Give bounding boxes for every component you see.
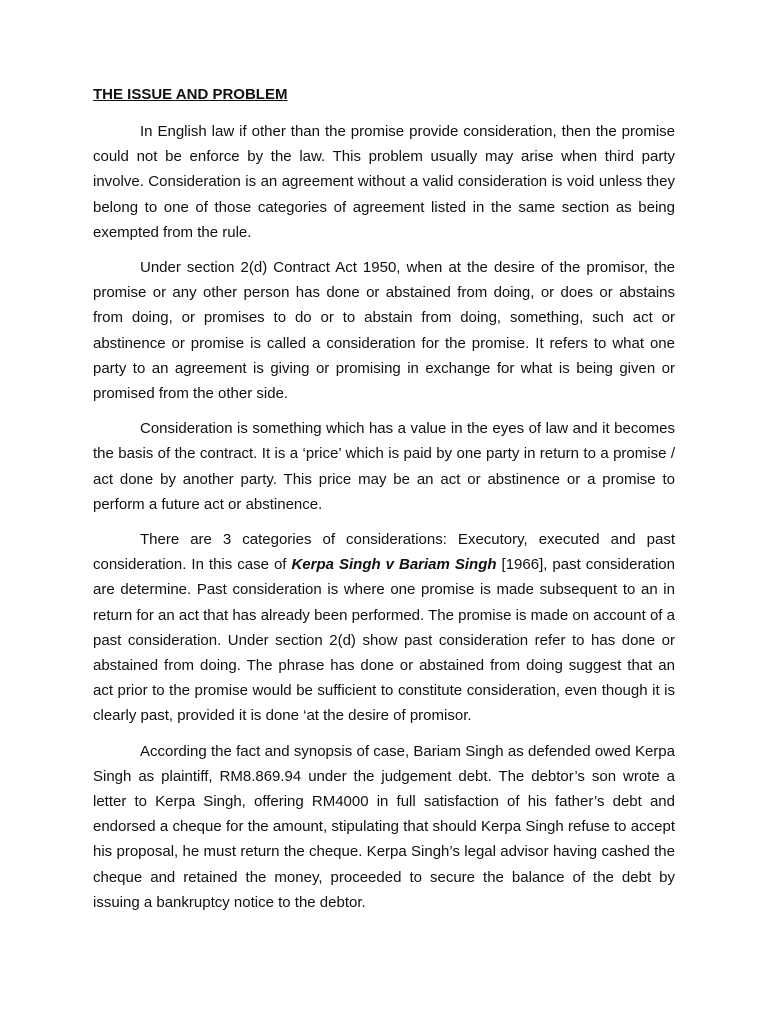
paragraph-english-law: In English law if other than the promise provide consideration, then the promise could not be enforce by the law. This problem usually may arise when third party involve. Consideration is an agreement without a valid consideration is void unless they belong to one of those categories of agreement listed in the same section as being exempted from the rule. — [93, 123, 675, 241]
paragraph-section-2d: Under section 2(d) Contract Act 1950, when at the desire of the promisor, the promise or any other person has done or abstained from doing, or does or abstains from doing, or promises to do or to abstain from doing, something, such act or abstinence or promise is called a consideration for the promise. It refers to what one party to an agreement is giving or promising in exchange for what is being given or promised from the other side. — [93, 259, 675, 403]
paragraph-categories-text-end: [1966], past consideration are determine. Past consideration is where one promise is made subsequent to an in return for an act that has already been performed. The promise is made on account of a past consideration. Under section 2(d) show past consideration refer to has done or abstained from doing. The phrase has done or abstained from doing suggest that an act prior to the promise would be sufficient to constitute consideration, even though it is clearly past, provided it is done ‘at the desire of promisor. — [93, 556, 675, 725]
paragraph-case-facts: According the fact and synopsis of case, Bariam Singh as defended owed Kerpa Singh as plaintiff, RM8.869.94 under the judgement debt. The debtor’s son wrote a letter to Kerpa Singh, offering RM4000 in full satisfaction of his father’s debt and endorsed a cheque for the amount, stipulating that should Kerpa Singh refuse to accept his proposal, he must return the cheque. Kerpa Singh’s legal advisor having cashed the cheque and retained the money, proceeded to secure the balance of the debt by issuing a bankruptcy notice to the debtor. — [93, 742, 675, 911]
case-name: Kerpa Singh v Bariam Singh — [291, 556, 497, 574]
document-page — [93, 84, 675, 925]
section-heading: THE ISSUE AND PROBLEM — [93, 86, 288, 103]
paragraph-consideration-value: Consideration is something which has a value in the eyes of law and it becomes the basis of the contract. It is a ‘price’ which is paid by one party in return to a promise / act done by another party. This price may be an act or abstinence or a promise to perform a future act or abstinence. — [93, 420, 675, 513]
paragraph-categories — [93, 527, 675, 729]
paragraph-categories-text-start: There are 3 categories of considerations: Executory, executed and past consideration. In this case of — [93, 531, 675, 574]
